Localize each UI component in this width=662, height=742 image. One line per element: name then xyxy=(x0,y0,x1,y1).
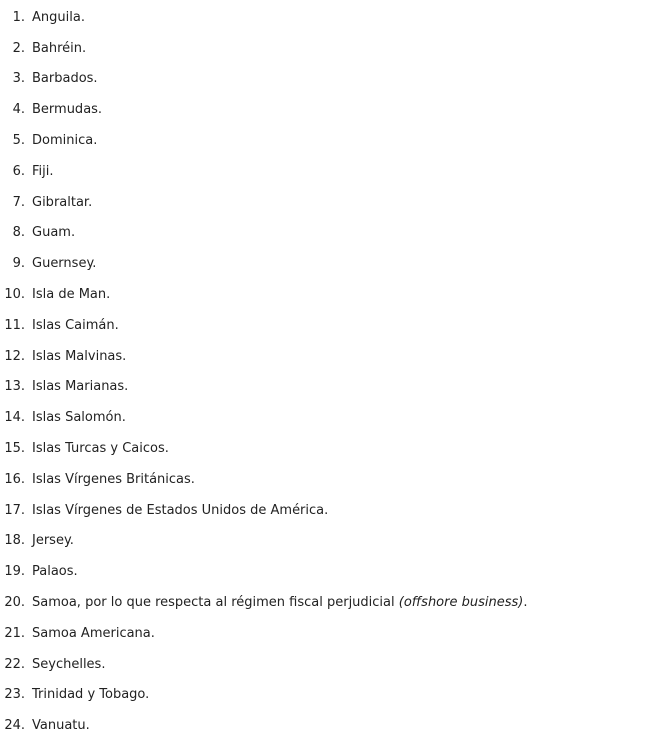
list-item-text xyxy=(25,657,105,672)
list-item xyxy=(0,649,662,680)
list-item-main-text: Isla de Man. xyxy=(32,287,111,303)
list-item xyxy=(0,402,662,433)
list-item-number: 13. xyxy=(4,379,25,395)
list-item xyxy=(0,156,662,187)
list-item xyxy=(0,433,662,464)
list-item xyxy=(0,464,662,495)
list-item xyxy=(0,125,662,156)
list-item-text xyxy=(25,718,90,733)
list-item-text xyxy=(25,503,328,518)
list-item-main-text: Islas Marianas. xyxy=(32,379,129,395)
list-item-text xyxy=(25,71,98,86)
list-item-text xyxy=(25,595,528,610)
list-item-text xyxy=(25,102,102,117)
list-item-text xyxy=(25,318,119,333)
list-item xyxy=(0,618,662,649)
list-item-main-text: Jersey. xyxy=(32,533,74,549)
list-item-main-text: Fiji. xyxy=(32,163,54,179)
list-item xyxy=(0,2,662,33)
list-item-number: 18. xyxy=(4,533,25,549)
list-item-text xyxy=(25,10,85,25)
list-item-number: 8. xyxy=(12,225,25,241)
list-item-main-text: Samoa Americana. xyxy=(32,625,155,641)
list-item-number: 7. xyxy=(12,194,25,210)
list-item-main-text: Barbados. xyxy=(32,71,98,87)
list-item xyxy=(0,587,662,618)
list-item xyxy=(0,94,662,125)
list-item-text xyxy=(25,349,126,364)
list-item-main-text: Gibraltar. xyxy=(32,194,93,210)
list-item-text xyxy=(25,472,195,487)
list-item-text xyxy=(25,133,97,148)
list-item-main-text: Seychelles. xyxy=(32,656,106,672)
list-item-text xyxy=(25,410,126,425)
list-item-number: 17. xyxy=(4,502,25,518)
list-item-main-text: Samoa, por lo que respecta al régimen fiscal perjudicial xyxy=(32,595,399,611)
list-item xyxy=(0,372,662,403)
list-item-number: 24. xyxy=(4,718,25,734)
list-item xyxy=(0,187,662,218)
list-item-number: 23. xyxy=(4,687,25,703)
list-item-number: 6. xyxy=(12,163,25,179)
list-item xyxy=(0,680,662,711)
list-item-text xyxy=(25,564,78,579)
list-item xyxy=(0,710,662,741)
list-item-number: 16. xyxy=(4,471,25,487)
list-item-text xyxy=(25,626,155,641)
list-item-number: 15. xyxy=(4,441,25,457)
list-item-main-text: Anguila. xyxy=(32,9,85,25)
list-item-main-text: Guam. xyxy=(32,225,76,241)
list-item-main-text: Bermudas. xyxy=(32,102,103,118)
list-item-number: 9. xyxy=(12,256,25,272)
list-item-text xyxy=(25,687,149,702)
list-item-text xyxy=(25,195,92,210)
list-item-number: 21. xyxy=(4,625,25,641)
list-item xyxy=(0,33,662,64)
list-item-text xyxy=(25,379,128,394)
list-item-suffix: . xyxy=(523,595,528,611)
list-item-main-text: Islas Salomón. xyxy=(32,410,126,426)
list-item-number: 12. xyxy=(4,348,25,364)
list-item xyxy=(0,248,662,279)
list-item-main-text: Islas Vírgenes de Estados Unidos de América. xyxy=(32,502,329,518)
list-item-number: 4. xyxy=(12,102,25,118)
list-item-number: 2. xyxy=(12,40,25,56)
list-item-text xyxy=(25,225,75,240)
list-item xyxy=(0,279,662,310)
list-item xyxy=(0,310,662,341)
list-item-main-text: Dominica. xyxy=(32,133,98,149)
list-item-italic-text: (offshore business) xyxy=(398,595,524,611)
list-item-main-text: Islas Caimán. xyxy=(32,317,119,333)
list-item-text xyxy=(25,441,169,456)
list-item-number: 19. xyxy=(4,564,25,580)
list-item-number: 3. xyxy=(12,71,25,87)
list-item-number: 14. xyxy=(4,410,25,426)
list-item-main-text: Palaos. xyxy=(32,564,78,580)
list-item-text xyxy=(25,256,96,271)
list-item-number: 5. xyxy=(12,133,25,149)
list-item-text xyxy=(25,164,54,179)
list-item-number: 11. xyxy=(4,317,25,333)
list-item xyxy=(0,556,662,587)
list-item-main-text: Vanuatu. xyxy=(32,718,90,734)
list-item-text xyxy=(25,533,74,548)
list-item xyxy=(0,64,662,95)
list-item-number: 10. xyxy=(4,287,25,303)
list-item-text xyxy=(25,287,110,302)
list-item-main-text: Trinidad y Tobago. xyxy=(32,687,150,703)
list-item xyxy=(0,341,662,372)
list-item-number: 1. xyxy=(12,9,25,25)
list-item xyxy=(0,495,662,526)
list-item-main-text: Islas Vírgenes Británicas. xyxy=(32,471,195,487)
list-item-number: 20. xyxy=(4,595,25,611)
list-item-main-text: Islas Malvinas. xyxy=(32,348,127,364)
list-item-main-text: Bahréin. xyxy=(32,40,87,56)
list-item-main-text: Guernsey. xyxy=(32,256,97,272)
list-item xyxy=(0,218,662,249)
list-item-text xyxy=(25,41,86,56)
list-item-main-text: Islas Turcas y Caicos. xyxy=(32,441,169,457)
list-item-number: 22. xyxy=(4,656,25,672)
list-item xyxy=(0,526,662,557)
